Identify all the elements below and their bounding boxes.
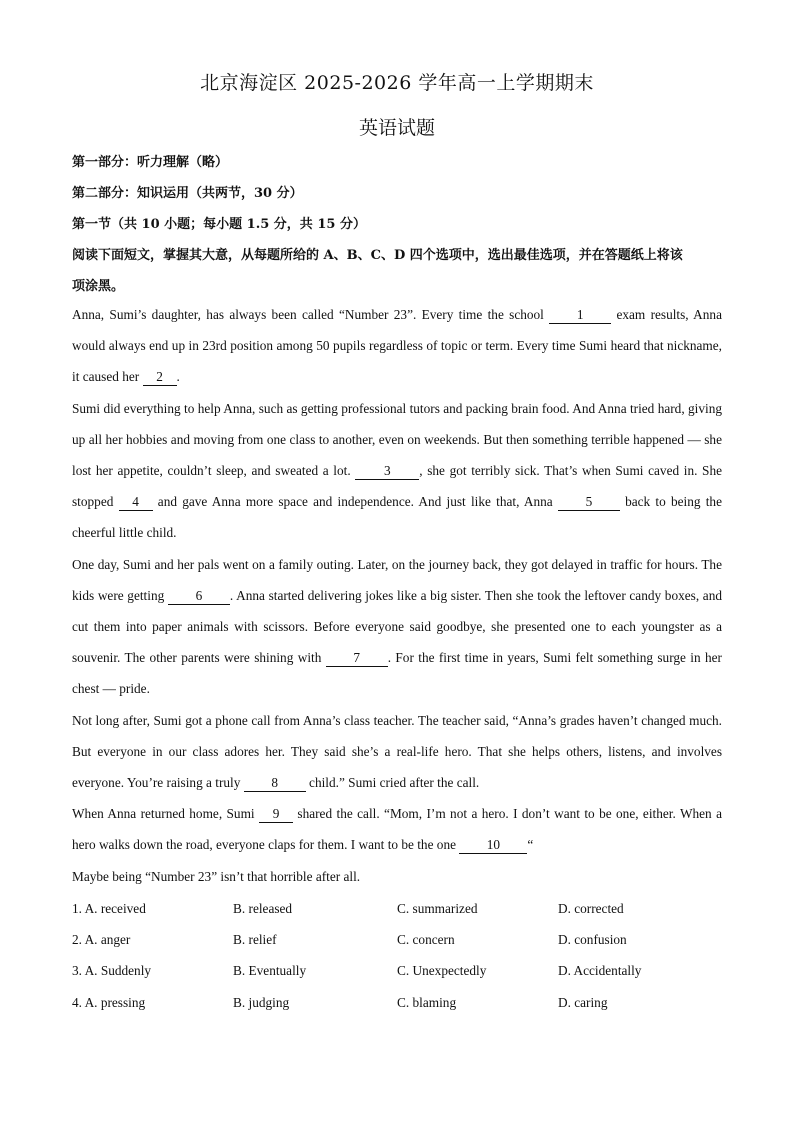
passage-paragraph-6: Maybe being “Number 23” isn’t that horrible after all. [72, 868, 361, 884]
exam-title: 北京海淀区 2025-2026 学年高一上学期期末 [200, 72, 594, 94]
section1-heading: 第一节（共 10 小题；每小题 1.5 分，共 15 分） [72, 217, 366, 232]
option-1c: C. summarized [397, 901, 478, 916]
passage-paragraph-3: One day, Sumi and her pals went on a family outing. Later, on the journey back, they got delayed in traffic for hours. The kids were getting 6 . Anna started delivering jokes like a big sister. Then she took the leftover candy boxes, and cut them into paper animals with scissors. Before everyone said goodbye, she presented one to each youngster as a souvenir. The other parents were shining with 7 . For the first time in years, Sumi felt something surge in her chest — pride. [72, 556, 722, 697]
instructions-line1: 阅读下面短文，掌握其大意，从每题所给的 A、B、C、D 四个选项中，选出最佳选项，并在答题纸上将该 [72, 248, 683, 263]
blank-1: 1 [549, 307, 611, 324]
blank-4: 4 [119, 494, 153, 511]
question-4-options [72, 987, 732, 1018]
option-2b: B. relief [233, 932, 277, 948]
blank-7: 7 [326, 650, 388, 667]
option-4b: B. judging [233, 994, 290, 1010]
instructions-line2: 项涂黑。 [72, 279, 125, 294]
blank-8: 8 [244, 775, 306, 792]
blank-2: 2 [143, 369, 177, 386]
passage-paragraph-2: Sumi did everything to help Anna, such as getting professional tutors and packing brain food. And Anna tried hard, giving up all her hobbies and moving from one class to another, even on weekends. But then something terrible happened — she lost her appetite, couldn’t sleep, and sweated a lot. 3 , she got terribly sick. That’s when Sumi caved in. She stopped 4 and gave Anna more space and independence. And just like that, Anna 5 back to being the cheerful little child. [72, 400, 722, 541]
option-2c: C. concern [397, 932, 455, 948]
option-1d: D. corrected [558, 901, 624, 916]
answer-options [72, 893, 732, 1018]
blank-9: 9 [259, 806, 293, 823]
part2-heading: 第二部分：知识运用（共两节，30 分） [72, 186, 303, 201]
passage-paragraph-4: Not long after, Sumi got a phone call from Anna’s class teacher. The teacher said, “Anna’s grades haven’t changed much. But everyone in our class adores her. They said she’s a real-life hero. That she helps others, listens, and involves everyone. You’re raising a truly 8 child.” Sumi cried after the call. [72, 712, 722, 791]
option-4a: 4. A. pressing [72, 994, 146, 1010]
option-1a: 1. A. received [72, 901, 146, 916]
exam-subtitle: 英语试题 [358, 117, 435, 139]
part1-heading: 第一部分：听力理解（略） [72, 155, 229, 170]
passage-paragraph-1: Anna, Sumi’s daughter, has always been called “Number 23”. Every time the school 1 exam results, Anna would always end up in 23rd position among 50 pupils regardless of topic or term. Every time Sumi heard that nickname, it caused her 2 . [72, 307, 722, 385]
question-1-options [72, 893, 732, 924]
option-3a: 3. A. Suddenly [72, 963, 152, 979]
option-1b: B. released [233, 901, 293, 916]
option-3c: C. Unexpectedly [397, 963, 487, 979]
option-3b: B. Eventually [233, 963, 307, 979]
cloze-passage [72, 299, 722, 892]
question-2-options [72, 924, 732, 955]
passage-paragraph-5: When Anna returned home, Sumi 9 shared the call. “Mom, I’m not a hero. I don’t want to be one, either. When a hero walks down the road, everyone claps for them. I want to be the one 10 “ [72, 806, 722, 853]
option-2d: D. confusion [558, 932, 627, 948]
question-3-options [72, 955, 732, 986]
blank-10: 10 [459, 837, 527, 854]
option-4d: D. caring [558, 994, 608, 1010]
blank-3: 3 [355, 463, 419, 480]
option-2a: 2. A. anger [72, 932, 131, 948]
option-3d: D. Accidentally [558, 963, 642, 979]
blank-6: 6 [168, 588, 230, 605]
blank-5: 5 [558, 494, 620, 511]
option-4c: C. blaming [397, 994, 457, 1010]
